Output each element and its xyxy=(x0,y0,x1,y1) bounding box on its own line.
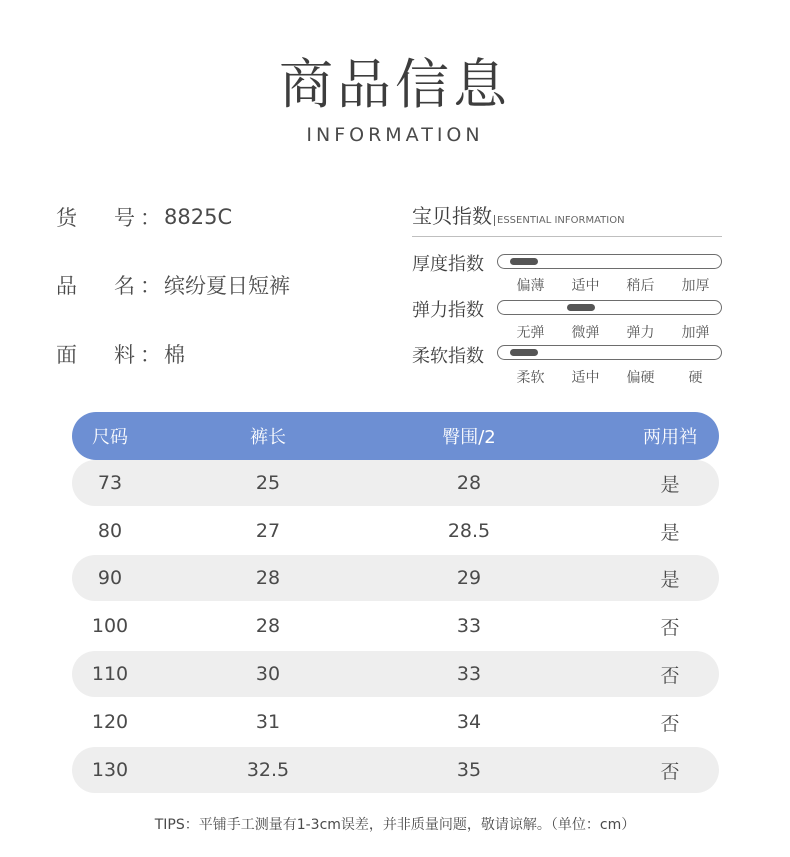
info-key: 面 xyxy=(56,343,77,367)
table-cell: 80 xyxy=(97,520,123,542)
table-cell: 31 xyxy=(255,711,281,733)
index-option: 硬 xyxy=(688,370,703,386)
table-cell: 28 xyxy=(255,615,281,637)
index-panel-subtitle: ESSENTIAL INFORMATION xyxy=(494,215,625,226)
thickness-index-track xyxy=(497,254,722,269)
column-header-length: 裤长 xyxy=(250,427,286,448)
info-colon: ： xyxy=(140,206,161,230)
index-option: 偏硬 xyxy=(626,370,655,386)
index-panel-title: 宝贝指数 xyxy=(412,204,492,228)
elasticity-index-indicator xyxy=(567,304,595,311)
page-subtitle: INFORMATION xyxy=(306,124,484,146)
table-cell: 34 xyxy=(456,711,482,733)
table-cell: 是 xyxy=(660,473,680,496)
index-option: 适中 xyxy=(571,370,600,386)
index-panel-header xyxy=(412,200,625,229)
info-value: 缤纷夏日短裤 xyxy=(164,274,290,298)
table-cell: 27 xyxy=(255,520,281,542)
table-cell: 33 xyxy=(456,615,482,637)
index-option: 加厚 xyxy=(681,278,710,294)
size-table-header xyxy=(72,412,719,460)
table-cell: 是 xyxy=(660,568,680,591)
table-row xyxy=(72,508,719,554)
table-cell: 100 xyxy=(91,615,129,637)
table-cell: 28 xyxy=(255,567,281,589)
table-row xyxy=(72,651,719,697)
table-cell: 110 xyxy=(91,663,129,685)
index-option: 适中 xyxy=(571,278,600,294)
tips-footnote: TIPS：平铺手工测量有1-3cm误差，并非质量问题，敬请谅解。（单位：cm） xyxy=(154,817,636,833)
table-cell: 30 xyxy=(255,663,281,685)
index-option: 柔软 xyxy=(516,370,545,386)
softness-index-indicator xyxy=(510,349,538,356)
table-cell: 是 xyxy=(660,521,680,544)
thickness-index-label: 厚度指数 xyxy=(412,254,484,275)
table-cell: 32.5 xyxy=(246,759,290,781)
index-option: 稍后 xyxy=(626,278,655,294)
table-cell: 33 xyxy=(456,663,482,685)
column-header-hip: 臀围/2 xyxy=(442,427,496,448)
softness-index-options xyxy=(503,367,723,387)
table-cell: 否 xyxy=(660,616,680,639)
column-header-dual-crotch: 两用裆 xyxy=(643,427,697,448)
table-cell: 25 xyxy=(255,472,281,494)
table-cell: 否 xyxy=(660,760,680,783)
info-key: 名 xyxy=(114,274,135,298)
info-key: 料 xyxy=(114,343,135,367)
softness-index-label: 柔软指数 xyxy=(412,346,484,367)
elasticity-index-label: 弹力指数 xyxy=(412,300,484,321)
table-cell: 120 xyxy=(91,711,129,733)
info-colon: ： xyxy=(140,343,161,367)
thickness-index-indicator xyxy=(510,258,538,265)
info-key: 号 xyxy=(114,206,135,230)
info-key: 货 xyxy=(56,206,77,230)
table-cell: 73 xyxy=(97,472,123,494)
table-row xyxy=(72,699,719,745)
info-colon: ： xyxy=(140,274,161,298)
table-cell: 29 xyxy=(456,567,482,589)
info-key: 品 xyxy=(56,274,77,298)
info-value: 8825C xyxy=(164,205,233,229)
column-header-size: 尺码 xyxy=(92,427,128,448)
table-row xyxy=(72,555,719,601)
table-row xyxy=(72,747,719,793)
index-option: 无弹 xyxy=(516,325,545,341)
info-item-number xyxy=(56,202,232,232)
divider xyxy=(412,236,722,237)
table-row xyxy=(72,603,719,649)
elasticity-index-options xyxy=(503,322,723,342)
info-value: 棉 xyxy=(164,343,185,367)
index-option: 加弹 xyxy=(681,325,710,341)
table-cell: 35 xyxy=(456,759,482,781)
table-cell: 否 xyxy=(660,664,680,687)
info-item-material xyxy=(56,339,185,369)
softness-index-track xyxy=(497,345,722,360)
elasticity-index-track xyxy=(497,300,722,315)
table-cell: 28 xyxy=(456,472,482,494)
index-option: 弹力 xyxy=(626,325,655,341)
table-cell: 90 xyxy=(97,567,123,589)
table-row xyxy=(72,460,719,506)
index-option: 微弹 xyxy=(571,325,600,341)
index-option: 偏薄 xyxy=(516,278,545,294)
table-cell: 否 xyxy=(660,712,680,735)
table-cell: 130 xyxy=(91,759,129,781)
table-cell: 28.5 xyxy=(447,520,491,542)
page-title: 商品信息 xyxy=(279,53,511,116)
thickness-index-options xyxy=(503,275,723,295)
info-item-name xyxy=(56,270,290,300)
